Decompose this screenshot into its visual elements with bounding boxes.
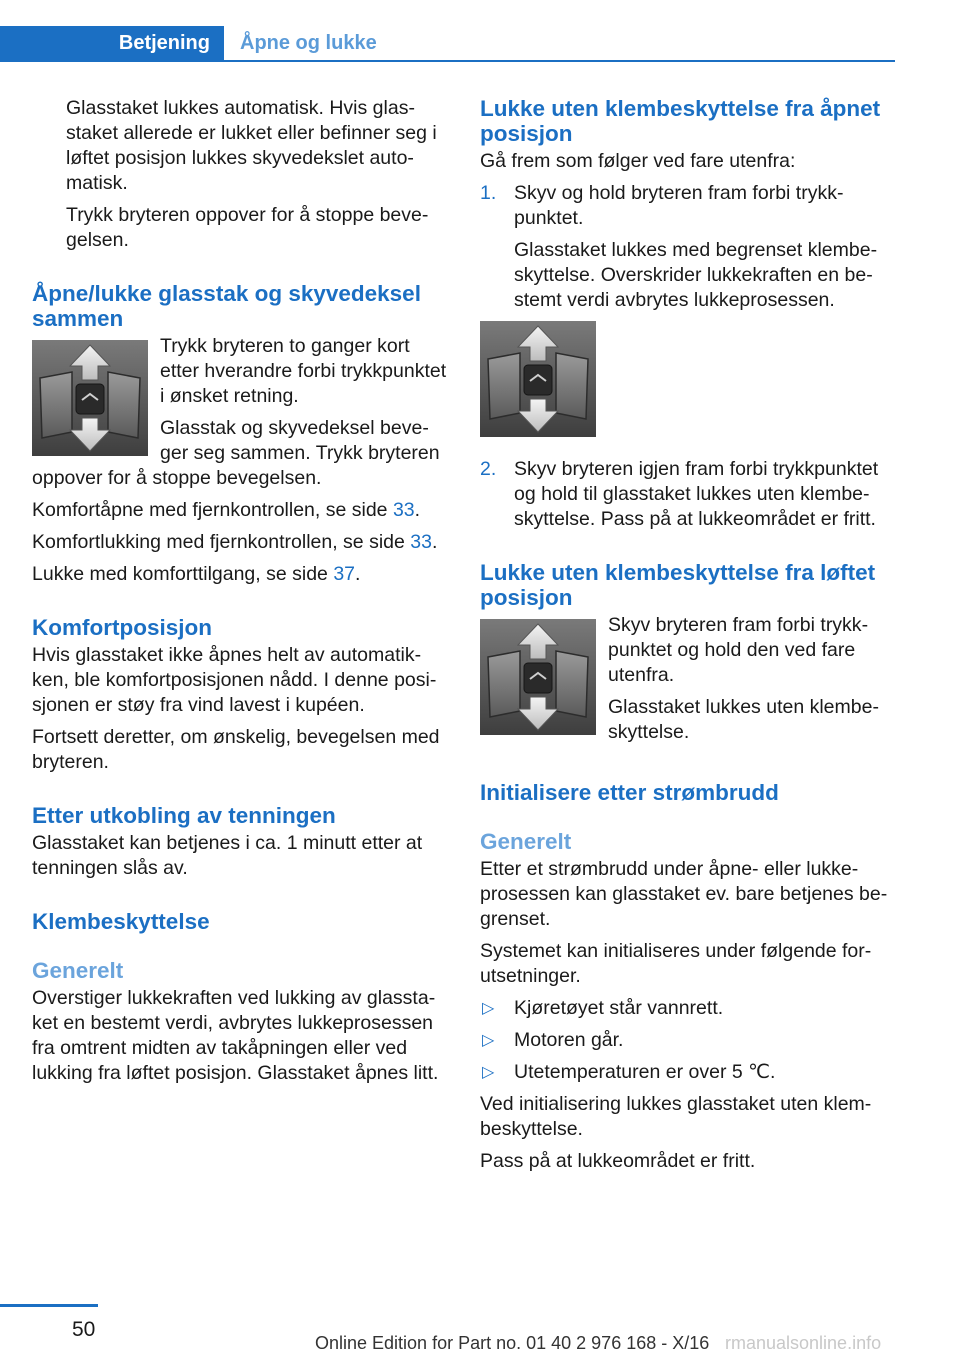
subheading-generelt: Generelt — [480, 829, 572, 854]
paragraph: Glasstaket lukkes med begrenset klembeskyttelse. Overskrider lukkekraften en bestemt verdi avbrytes lukkeprosessen. — [514, 239, 878, 311]
paragraph: Skyv bryteren igjen fram forbi trykkpunktet og hold til glasstaket lukkes uten klembeskyttelse. Pass på at lukkeområdet er fritt. — [514, 458, 879, 530]
page-link[interactable]: 33 — [392, 499, 415, 521]
heading-klembeskyttelse: Klembeskyttelse — [32, 909, 210, 934]
bullet-triangle-icon: ▷ — [482, 1032, 495, 1049]
left-column — [32, 96, 447, 1093]
paragraph: Ved initialisering lukkes glasstaket uten klembeskyttelse. — [480, 1093, 872, 1140]
paragraph: Trykk bryteren to ganger kort etter hverandre forbi trykkpunktet i ønsket retning. — [160, 335, 447, 407]
paragraph: Trykk bryteren oppover for å stoppe bevegelsen. — [66, 204, 429, 251]
paragraph: Skyv bryteren fram forbi trykkpunktet og hold den ved fare utenfra. — [608, 614, 869, 686]
tab-betjening[interactable]: Betjening — [0, 26, 224, 60]
heading-close-from-lifted: Lukke uten klembeskyttelse fra løftet posisjon — [480, 560, 876, 610]
paragraph: Glasstaket kan betjenes i ca. 1 minutt etter at tenningen slås av. — [32, 832, 423, 879]
watermark: rmanualsonline.info — [725, 1333, 882, 1353]
page-number: 50 — [72, 1318, 96, 1341]
right-column — [480, 96, 895, 1181]
footer-rule — [0, 1304, 98, 1307]
bullet-item — [480, 1028, 895, 1053]
edition-text: Online Edition for Part no. 01 40 2 976 168 - X/16 — [315, 1333, 710, 1353]
bullet-text: Utetemperaturen er over 5 ℃. — [514, 1061, 776, 1083]
bullet-text: Motoren går. — [514, 1029, 624, 1051]
heading-etter-utkobling: Etter utkobling av tenningen — [32, 803, 336, 828]
roof-switch-image — [480, 619, 596, 735]
page-link[interactable]: 33 — [410, 531, 432, 553]
subheading-generelt: Generelt — [32, 958, 124, 983]
bullet-item — [480, 1060, 895, 1085]
bullet-item — [480, 996, 895, 1021]
heading-initialisere: Initialisere etter strømbrudd — [480, 780, 779, 805]
bullet-text: Kjøretøyet står vannrett. — [514, 997, 724, 1019]
paragraph: Systemet kan initialiseres under følgende forutsetninger. — [480, 940, 872, 987]
paragraph: Hvis glasstaket ikke åpnes helt av automatikken, ble komfortposisjonen nådd. I denne posisjonen er støy fra vind lavest i kupéen. — [32, 644, 437, 716]
roof-switch-image — [32, 340, 148, 456]
bullet-triangle-icon: ▷ — [482, 1064, 495, 1081]
paragraph-text: Lukke med komforttilgang, se side — [32, 563, 334, 585]
paragraph: Skyv og hold bryteren fram forbi trykkpunktet. — [514, 182, 844, 229]
header-bar — [0, 26, 895, 62]
paragraph-text: Komfortåpne med fjernkontrollen, se side — [32, 499, 393, 521]
paragraph: Komfortåpne med fjernkontrollen, se side 33. — [32, 499, 421, 521]
heading-komfortposisjon: Komfortposisjon — [32, 615, 212, 640]
list-item-step-2 — [480, 457, 895, 532]
paragraph-text: Komfortlukking med fjernkontrollen, se side — [32, 531, 411, 553]
paragraph: Gå frem som følger ved fare utenfra: — [480, 150, 796, 172]
page-link[interactable]: 37 — [333, 563, 356, 585]
step-number: 2. — [480, 458, 497, 480]
paragraph: Komfortlukking med fjernkontrollen, se side 33. — [32, 531, 438, 553]
heading-close-from-open: Lukke uten klembeskyttelse fra åpnet posisjon — [480, 96, 881, 146]
paragraph: Lukke med komforttilgang, se side 37. — [32, 563, 361, 585]
heading-open-close-together: Åpne/lukke glasstak og skyvedeksel sammen — [32, 281, 421, 331]
paragraph: Fortsett deretter, om ønskelig, bevegelsen med bryteren. — [32, 726, 440, 773]
roof-switch-image — [480, 321, 596, 437]
bullet-triangle-icon: ▷ — [482, 1000, 495, 1017]
paragraph: Pass på at lukkeområdet er fritt. — [480, 1150, 756, 1172]
tab-apne-og-lukke[interactable]: Åpne og lukke — [240, 32, 377, 54]
paragraph: Etter et strømbrudd under åpne- eller lukkeprosessen kan glasstaket ev. bare betjenes begrenset. — [480, 858, 888, 930]
list-item-step-1 — [480, 181, 895, 313]
paragraph: Glasstak og skyvedeksel beveger seg sammen. Trykk bryteren oppover for å stoppe bevegelsen. — [32, 417, 440, 489]
paragraph: Glasstaket lukkes automatisk. Hvis glasstaket allerede er lukket eller befinner seg i løftet posisjon lukkes skyvedekslet automatisk. — [66, 97, 437, 194]
paragraph: Glasstaket lukkes uten klembeskyttelse. — [608, 696, 879, 743]
paragraph: Overstiger lukkekraften ved lukking av glasstaket en bestemt verdi, avbrytes lukkeprosessen fra omtrent midten av takåpningen eller ved lukking fra løftet posisjon. Glasstaket åpnes litt. — [32, 987, 439, 1084]
step-number: 1. — [480, 182, 497, 204]
